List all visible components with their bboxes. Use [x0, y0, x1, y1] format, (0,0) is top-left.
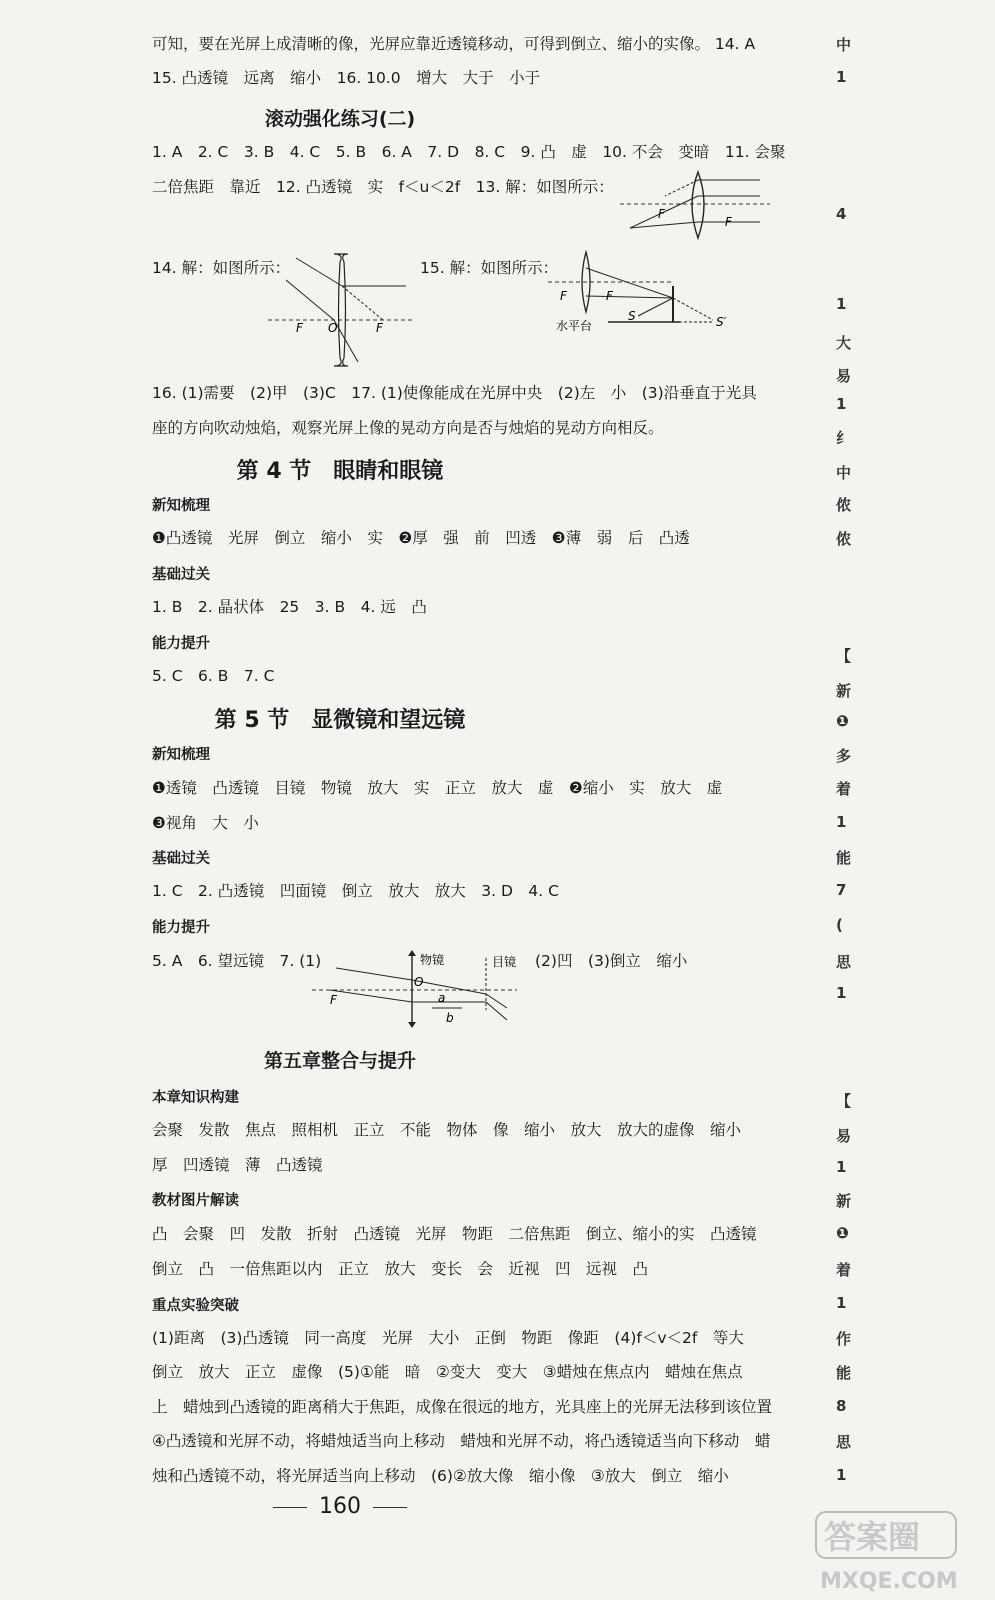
edge-glyph: 能 [836, 849, 852, 867]
text-line: 上 蜡烛到凸透镜的距离稍大于焦距，成像在很远的地方，光具座上的光屏无法移到该位置 [152, 1398, 773, 1416]
text-line: 倒立 凸 一倍焦距以内 正立 放大 变长 会 近视 凹 远视 凸 [152, 1260, 649, 1278]
section-title-5: 第 5 节 显微镜和望远镜 [214, 708, 466, 733]
text-line: ❸视角 大 小 [152, 814, 259, 832]
edge-glyph: 作 [836, 1330, 852, 1348]
edge-glyph: 着 [836, 780, 852, 798]
edge-glyph: 1 [836, 1466, 847, 1484]
text-line: 二倍焦距 靠近 12. 凸透镜 实 f＜u＜2f 13. 解：如图所示： [152, 178, 614, 196]
center-label: O [328, 321, 338, 335]
text-line: 16. (1)需要 (2)甲 (3)C 17. (1)使像能成在光屏中央 (2)左 小 (3)沿垂直于光具 [152, 384, 757, 402]
focus-label: F [725, 215, 732, 229]
edge-glyph: ❶ [836, 712, 849, 730]
point-label: S [628, 309, 636, 323]
focus-label: F [296, 321, 303, 335]
focus-label: F [606, 289, 613, 303]
edge-glyph: 多 [836, 747, 852, 765]
chapter-review-title: 第五章整合与提升 [263, 1050, 416, 1072]
text-line: 倒立 放大 正立 虚像 (5)①能 暗 ②变大 变大 ③蜡烛在焦点内 蜡烛在焦点 [152, 1363, 743, 1381]
text-line: 烛和凸透镜不动，将光屏适当向上移动 (6)②放大像 缩小像 ③放大 倒立 缩小 [152, 1467, 729, 1485]
text-line: 5. A 6. 望远镜 7. (1) [152, 952, 322, 970]
edge-glyph: 侬 [836, 530, 852, 548]
watermark-logo [812, 1510, 982, 1595]
edge-glyph: 思 [836, 1433, 852, 1451]
subsection-label: 基础过关 [152, 567, 210, 583]
edge-glyph: ❶ [836, 1224, 849, 1242]
eyepiece-label: 目镜 [492, 955, 517, 969]
ray-label: b [446, 1011, 454, 1025]
edge-glyph: 着 [836, 1261, 852, 1279]
edge-glyph: 侬 [836, 496, 852, 514]
text-line: ❶透镜 凸透镜 目镜 物镜 放大 实 正立 放大 虚 ❷缩小 实 放大 虚 [152, 779, 723, 797]
subsection-label: 本章知识构建 [152, 1090, 239, 1106]
focus-label: F [330, 993, 337, 1007]
diagram-q7 [312, 948, 527, 1028]
edge-glyph: 易 [836, 367, 852, 385]
ray-label: a [438, 991, 446, 1005]
point-label: S′ [716, 315, 727, 329]
focus-label: F [376, 321, 383, 335]
edge-glyph: 大 [836, 334, 852, 352]
stage-label: 水平台 [556, 319, 593, 333]
text-line: 凸 会聚 凹 发散 折射 凸透镜 光屏 物距 二倍焦距 倒立、缩小的实 凸透镜 [152, 1225, 757, 1243]
text-line: 5. C 6. B 7. C [152, 667, 275, 685]
text-line: (2)凹 (3)倒立 缩小 [535, 952, 688, 970]
text-line: 座的方向吹动烛焰，观察光屏上像的晃动方向是否与烛焰的晃动方向相反。 [152, 419, 664, 437]
text-line: (1)距离 (3)凸透镜 同一高度 光屏 大小 正倒 物距 像距 (4)f＜v＜2f 等大 [152, 1329, 744, 1347]
text-line: ④凸透镜和光屏不动，将蜡烛适当向上移动 蜡烛和光屏不动，将凸透镜适当向下移动 蜡 [152, 1432, 771, 1450]
page-number [0, 1494, 680, 1519]
center-label: O [414, 975, 424, 989]
diagram-q14 [268, 250, 413, 370]
subsection-label: 基础过关 [152, 851, 210, 867]
edge-glyph: 1 [836, 1158, 847, 1176]
text-line: 厚 凹透镜 薄 凸透镜 [152, 1156, 323, 1174]
text-line: 15. 解：如图所示： [420, 259, 559, 277]
edge-glyph: 中 [836, 464, 852, 482]
watermark-url: MXQE.COM [820, 1569, 958, 1594]
focus-label: F [658, 207, 665, 221]
edge-glyph: ( [836, 916, 843, 934]
edge-glyph: 1 [836, 813, 847, 831]
section-title-4: 第 4 节 眼睛和眼镜 [236, 459, 444, 484]
edge-glyph: 新 [836, 682, 852, 700]
edge-glyph: 7 [836, 881, 847, 899]
text-line: 14. 解：如图所示： [152, 259, 291, 277]
objective-label: 物镜 [420, 953, 445, 967]
edge-glyph: 4 [836, 205, 847, 223]
subsection-label: 新知梳理 [152, 498, 210, 514]
watermark-text: 答案圈 [824, 1518, 921, 1556]
text-line: 会聚 发散 焦点 照相机 正立 不能 物体 像 缩小 放大 放大的虚像 缩小 [152, 1121, 742, 1139]
text-line: ❶凸透镜 光屏 倒立 缩小 实 ❷厚 强 前 凹透 ❸薄 弱 后 凸透 [152, 529, 690, 547]
edge-glyph: 1 [836, 295, 847, 313]
subsection-label: 能力提升 [152, 920, 210, 936]
subsection-label: 教材图片解读 [152, 1193, 239, 1209]
edge-glyph: 1 [836, 68, 847, 86]
edge-glyph: 思 [836, 953, 852, 971]
edge-glyph: 1 [836, 1294, 847, 1312]
text-line: 1. A 2. C 3. B 4. C 5. B 6. A 7. D 8. C 9. 凸 虚 10. 不会 变暗 11. 会聚 [152, 143, 786, 161]
focus-label: F [560, 289, 567, 303]
diagram-q13 [620, 168, 770, 243]
edge-glyph: 【 [836, 1092, 852, 1110]
edge-glyph: 能 [836, 1364, 852, 1382]
edge-glyph: 1 [836, 395, 847, 413]
edge-glyph: 纟 [836, 429, 852, 447]
subsection-label: 重点实验突破 [152, 1298, 239, 1314]
edge-glyph: 易 [836, 1127, 852, 1145]
subsection-label: 新知梳理 [152, 747, 210, 763]
text-line: 1. B 2. 晶状体 25 3. B 4. 远 凸 [152, 598, 427, 616]
edge-glyph: 8 [836, 1397, 847, 1415]
section-heading-gundong: 滚动强化练习(二) [264, 108, 416, 130]
edge-glyph: 【 [836, 647, 852, 665]
edge-glyph: 新 [836, 1192, 852, 1210]
edge-glyph: 1 [836, 984, 847, 1002]
diagram-q15 [548, 250, 748, 335]
text-line: 15. 凸透镜 远离 缩小 16. 10.0 增大 大于 小于 [152, 69, 541, 87]
edge-glyph: 中 [836, 36, 852, 54]
subsection-label: 能力提升 [152, 636, 210, 652]
text-line: 1. C 2. 凸透镜 凹面镜 倒立 放大 放大 3. D 4. C [152, 882, 559, 900]
page-number-text: 160 [319, 1494, 361, 1519]
text-line: 可知，要在光屏上成清晰的像，光屏应靠近透镜移动，可得到倒立、缩小的实像。 14. A [152, 35, 756, 53]
